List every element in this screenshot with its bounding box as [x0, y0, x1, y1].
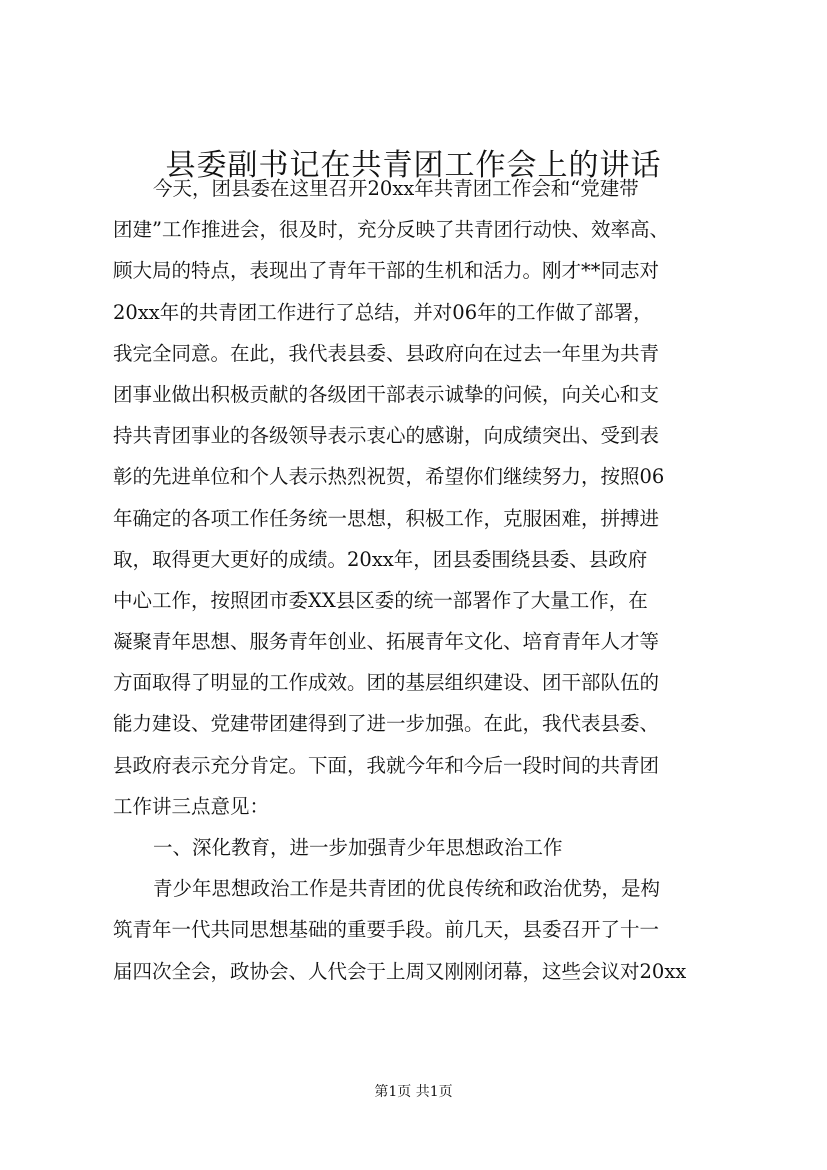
text-line: 一、深化教育，进一步加强青少年思想政治工作	[153, 836, 563, 859]
text-line: 我完全同意。在此，我代表县委、县政府向在过去一年里为共青	[113, 341, 660, 365]
text-line: 届四次全会，政协会、人代会于上周又刚刚闭幕，这些会议对20xx	[113, 959, 687, 983]
text-line: 凝聚青年思想、服务青年创业、拓展青年文化、培育青年人才等	[113, 630, 660, 654]
text-line: 团建”工作推进会，很及时，充分反映了共青团行动快、效率高、	[113, 218, 669, 242]
text-line: 青少年思想政治工作是共青团的优良传统和政治优势，是构	[153, 877, 661, 901]
text-line: 持共青团事业的各级领导表示衷心的感谢，向成绩突出、受到表	[113, 424, 660, 448]
text-line: 筑青年一代共同思想基础的重要手段。前几天，县委召开了十一	[113, 918, 660, 942]
document-title: 县委副书记在共青团工作会上的讲话	[165, 148, 662, 183]
text-line: 今天，团县委在这里召开20xx年共青团工作会和“党建带	[153, 177, 639, 200]
text-line: 团事业做出积极贡献的各级团干部表示诚挚的问候，向关心和支	[113, 382, 660, 406]
text-line: 顾大局的特点，表现出了青年干部的生机和活力。刚才**同志对	[113, 259, 660, 283]
text-line: 方面取得了明显的工作成效。团的基层组织建设、团干部队伍的	[113, 671, 660, 695]
text-line: 中心工作，按照团市委XX县区委的统一部署作了大量工作，在	[113, 588, 648, 612]
text-line: 彰的先进单位和个人表示热烈祝贺，希望你们继续努力，按照06	[113, 465, 665, 489]
page-footer: 第1页 共1页	[374, 1084, 453, 1100]
text-line: 能力建设、党建带团建得到了进一步加强。在此，我代表县委、	[113, 712, 660, 736]
text-line: 县政府表示充分肯定。下面，我就今年和今后一段时间的共青团	[113, 753, 660, 777]
text-line: 工作讲三点意见：	[113, 794, 270, 818]
text-line: 20xx年的共青团工作进行了总结，并对06年的工作做了部署，	[113, 300, 653, 324]
document-body	[113, 168, 741, 992]
text-line: 年确定的各项工作任务统一思想，积极工作，克服困难，拼搏进	[113, 506, 660, 530]
text-line: 取，取得更大更好的成绩。20xx年，团县委围绕县委、县政府	[113, 547, 648, 571]
